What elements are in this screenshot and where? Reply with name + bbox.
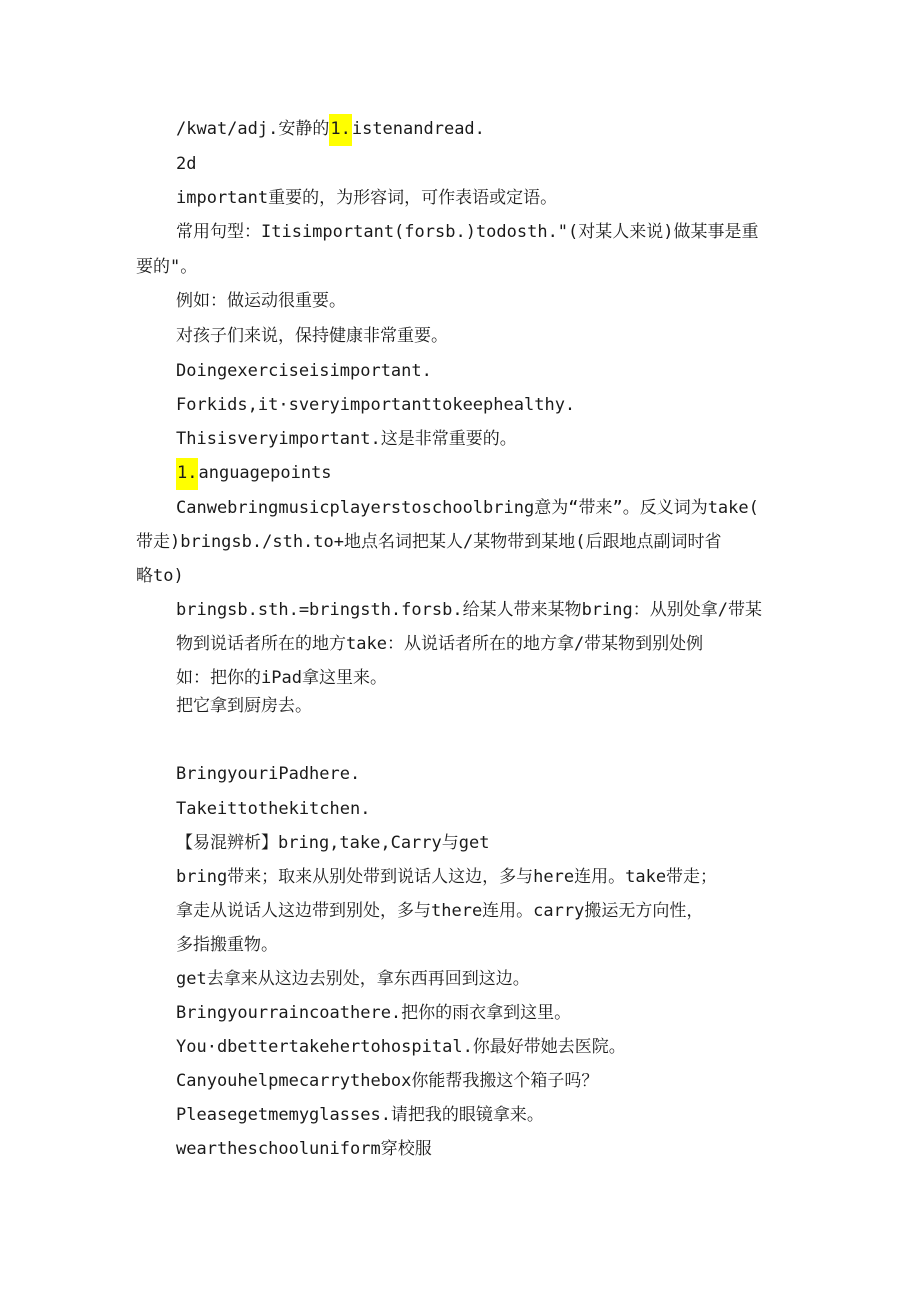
highlight-mark: 1. xyxy=(329,114,351,146)
example-sentence: Pleasegetmemyglasses.请把我的眼镜拿来。 xyxy=(176,1105,544,1125)
paragraph-line: 要的"。 xyxy=(136,257,198,277)
example-sentence: Canyouhelpmecarrythebox你能帮我搬这个箱子吗？ xyxy=(176,1071,599,1091)
section-heading xyxy=(176,462,332,484)
phrase-line: weartheschooluniform穿校服 xyxy=(176,1139,432,1159)
paragraph-line: 如：把你的iPad拿这里来。 xyxy=(176,668,387,688)
example-sentence: BringyouriPadhere. xyxy=(176,764,361,784)
paragraph-line: get去拿来从这边去别处，拿东西再回到这边。 xyxy=(176,969,530,989)
line-text: istenandread. xyxy=(351,119,485,139)
paragraph-line: 带走)bringsb./sth.to+地点名词把某人/某物带到某地(后跟地点副词时省 xyxy=(136,532,722,552)
paragraph-line: 对孩子们来说，保持健康非常重要。 xyxy=(176,326,448,346)
line-text: anguagepoints xyxy=(198,463,332,483)
paragraph-line: 物到说话者所在的地方take：从说话者所在的地方拿/带某物到别处例 xyxy=(176,634,704,654)
example-sentence: Thisisveryimportant.这是非常重要的。 xyxy=(176,429,517,449)
paragraph-line: 常用句型：Itisimportant(forsb.)todosth."(对某人来说)做某事是重 xyxy=(176,222,759,242)
subsection-heading: 【易混辨析】bring,take,Carry与get xyxy=(176,833,490,853)
line-pronunciation xyxy=(176,118,485,140)
paragraph-line: bring带来；取来从别处带到说话人这边，多与here连用。take带走； xyxy=(176,867,718,887)
paragraph-line: bringsb.sth.=bringsth.forsb.给某人带来某物bring：从别处拿/带某 xyxy=(176,600,762,620)
example-sentence: Bringyourraincoathere.把你的雨衣拿到这里。 xyxy=(176,1003,572,1023)
paragraph-line: 略to) xyxy=(136,566,184,586)
paragraph-line: 把它拿到厨房去。 xyxy=(176,696,312,716)
line-text: /kwat/adj.安静的 xyxy=(176,119,330,139)
paragraph-line: 例如：做运动很重要。 xyxy=(176,291,346,311)
paragraph-line: Canwebringmusicplayerstoschoolbring意为“带来”。反义词为take( xyxy=(176,498,759,518)
example-sentence: Doingexerciseisimportant. xyxy=(176,361,432,381)
paragraph-line: important重要的，为形容词，可作表语或定语。 xyxy=(176,188,558,208)
section-number: 2d xyxy=(176,154,197,174)
example-sentence: Takeittothekitchen. xyxy=(176,799,371,819)
highlight-mark: 1. xyxy=(176,458,198,490)
paragraph-line: 拿走从说话人这边带到别处，多与there连用。carry搬运无方向性， xyxy=(176,901,704,921)
example-sentence: Forkids,it·sveryimportanttokeephealthy. xyxy=(176,395,576,415)
example-sentence: You·dbettertakehertohospital.你最好带她去医院。 xyxy=(176,1037,626,1057)
paragraph-line: 多指搬重物。 xyxy=(176,935,278,955)
